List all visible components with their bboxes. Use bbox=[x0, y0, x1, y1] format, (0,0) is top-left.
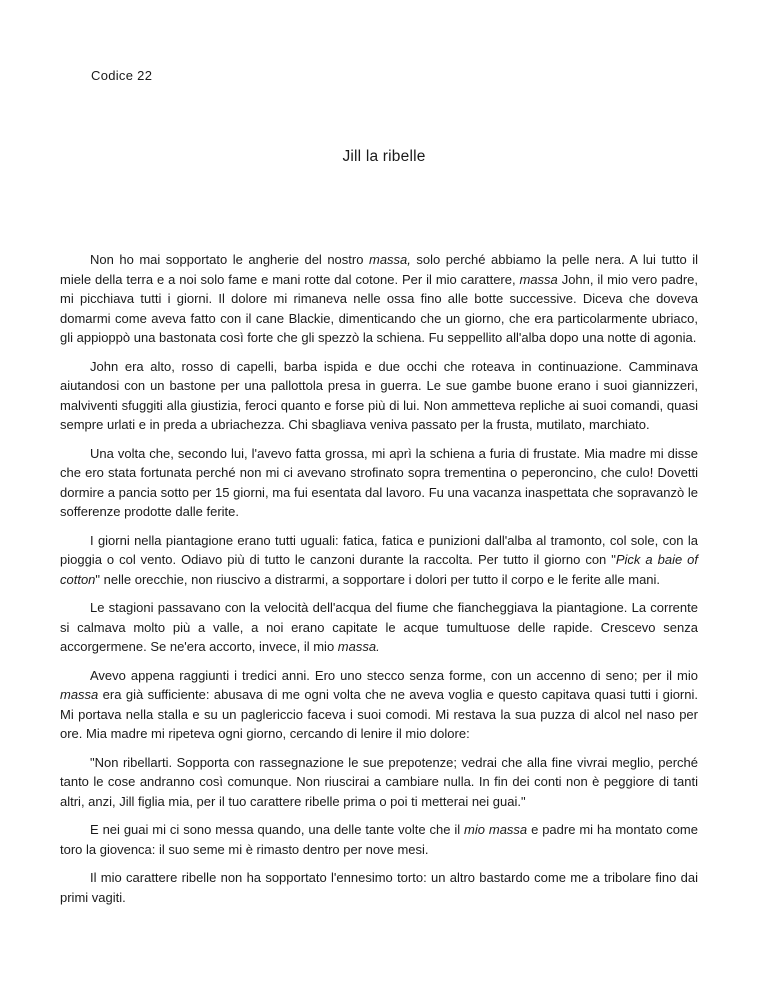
text-run: Le stagioni passavano con la velocità dell'acqua del fiume che fiancheggiava la piantagione. La corrente si calmava molto più a valle, a noi erano capitate le acque tumultuose delle rapide. Crescevo senza accorgermene. Se ne'era accorto, invece, il mio bbox=[60, 600, 698, 654]
italic-text: massa bbox=[519, 271, 558, 287]
italic-text: massa, bbox=[368, 252, 411, 267]
paragraph bbox=[60, 666, 698, 744]
text-run: "Non ribellarti. Sopporta con rassegnazione le sue prepotenze; vedrai che alla fine vivrai meglio, perché tanto le cose andranno così comunque. Non riuscirai a cambiare nulla. In fin dei conti non è peggiore di tanti altri, anzi, Jill figlia mia, per il tuo carattere ribelle prima o poi ti metterai nei guai." bbox=[60, 754, 698, 809]
text-run: era già sufficiente: abusava di me ogni volta che ne aveva voglia e questo capitava quasi tutti i giorni. Mi portava nella stalla e su un paglericcio faceva i suoi comodi. Mi restava la sua puzza di alcol nel naso per ore. Mia madre mi ripeteva ogni giorno, cercando di lenire il mio dolore: bbox=[60, 687, 698, 741]
paragraph bbox=[60, 531, 698, 590]
text-run: John era alto, rosso di capelli, barba ispida e due occhi che roteava in continuazione. Camminava aiutandosi con un bastone per una pallottola presa in guerra. Le sue gambe buone erano i suoi giannizzeri, malviventi sfuggiti alla giustizia, feroci quanto e forse più di lui. Non ammetteva repliche ai suoi comandi, quasi sempre urlati e in preda a ubriachezza. Chi sbagliava veniva passato per la frusta, mutilato, marchiato. bbox=[60, 358, 698, 432]
text-run: Non ho mai sopportato le angherie del nostro bbox=[90, 252, 369, 267]
italic-text: massa. bbox=[337, 639, 380, 654]
paragraph bbox=[60, 357, 698, 435]
text-run: solo perché abbiamo la pelle nera. A lui tutto il miele della terra e a noi solo fame e mani rotte dal cotone. Per il mio carattere, bbox=[60, 252, 698, 287]
code-label: Codice 22 bbox=[91, 68, 153, 83]
text-run: E nei guai mi ci sono messa quando, una delle tante volte che il bbox=[90, 822, 465, 837]
text-run: I giorni nella piantagione erano tutti uguali: fatica, fatica e punizioni dall'alba al tramonto, col sole, con la pioggia o col vento. Odiavo più di tutto le canzoni durante la raccolta. Per tutto il giorno con " bbox=[60, 532, 698, 567]
story-title: Jill la ribelle bbox=[342, 148, 426, 165]
text-run: Una volta che, secondo lui, l'avevo fatta grossa, mi aprì la schiena a furia di frustate. Mia madre mi disse che ero stata fortunata perché non mi ci avevano strofinato sopra trementina o peperoncino, che culo! Dovetti dormire a pancia sotto per 15 giorni, ma fui esentata dal lavoro. Fu una vacanza inaspettata che sopravanzò le sofferenze prodotte dalle ferite. bbox=[60, 445, 698, 519]
paragraph bbox=[60, 753, 698, 812]
text-run: Avevo appena raggiunti i tredici anni. Ero uno stecco senza forme, con un accenno di seno; per il mio bbox=[90, 667, 698, 683]
text-run: Il mio carattere ribelle non ha sopportato l'ennesimo torto: un altro bastardo come me a tribolare fino dai primi vagiti. bbox=[60, 870, 698, 905]
italic-text: Pick a baie of cotton bbox=[60, 552, 698, 587]
paragraph bbox=[60, 250, 698, 348]
paragraph bbox=[60, 820, 698, 859]
italic-text: massa bbox=[60, 687, 99, 702]
story-body bbox=[60, 250, 698, 916]
paragraph bbox=[60, 868, 698, 907]
italic-text: mio massa bbox=[464, 822, 528, 837]
text-run: John, il mio vero padre, mi picchiava tutti i giorni. Il dolore mi rimaneva nelle ossa fino alle botte successive. Diceva che doveva domarmi come aveva fatto con il cane Blackie, dimenticando che un giorno, che era particolarmente ubriaco, gli appioppò una bastonata così forte che gli spezzò la schiena. Fu seppellito all'alba dopo una notte di agonia. bbox=[60, 271, 699, 345]
text-run: " nelle orecchie, non riuscivo a distrarmi, a sopportare i dolori per tutto il corpo e le ferite alle mani. bbox=[95, 571, 661, 587]
paragraph bbox=[60, 444, 698, 522]
text-run: e padre mi ha montato come toro la giovenca: il suo seme mi è rimasto dentro per nove mesi. bbox=[60, 822, 698, 857]
paragraph bbox=[60, 598, 698, 657]
